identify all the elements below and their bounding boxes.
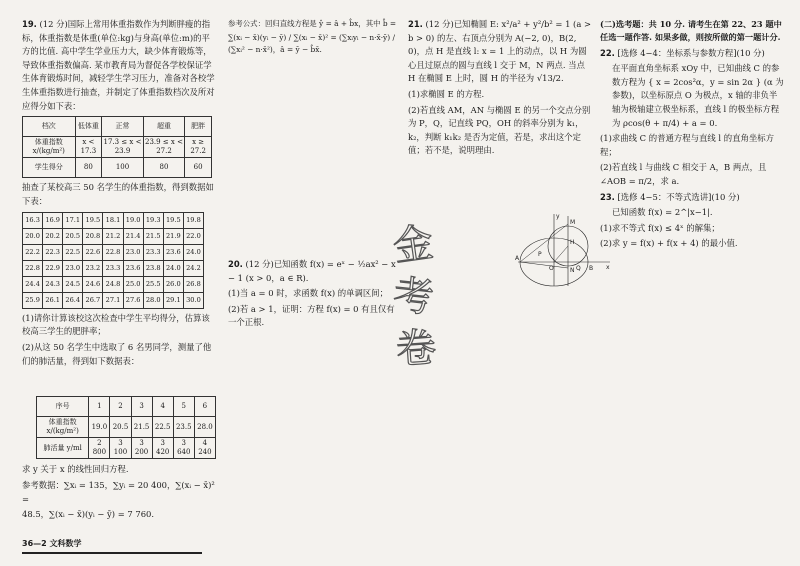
q19-ref-data-1: 参考数据：∑xᵢ = 135，∑yᵢ = 20 400，∑(xᵢ − x̄)² = bbox=[22, 479, 215, 504]
grade-table-cell: 低体重 bbox=[75, 117, 102, 137]
grade-table-cell: 档次 bbox=[23, 117, 76, 137]
grade-table-cell: 学生得分 bbox=[23, 158, 76, 178]
grade-table-cell: x < 17.3 bbox=[75, 137, 102, 158]
lung-table-cell: 4 bbox=[152, 397, 173, 417]
grade-table-cell: 80 bbox=[143, 158, 185, 178]
sample-table-cell: 24.0 bbox=[163, 260, 183, 276]
q19-regress: 求 y 关于 x 的线性回归方程. bbox=[22, 464, 129, 475]
sample-table-cell: 26.7 bbox=[83, 292, 103, 308]
q21-part2: (2)若直线 AM，AN 与椭圆 E 的另一个交点分别为 P，Q，记直线 PQ，OH 的斜率分别为 k₁，k₂，判断 k₁k₂ 是否为定值，若是，求出这个定值；若不是，说明理由. bbox=[408, 104, 591, 156]
lung-table-cell: 3 420 bbox=[152, 438, 173, 459]
watermark-char-3: 卷 bbox=[394, 324, 438, 374]
sample-table-cell: 22.8 bbox=[103, 244, 123, 260]
figure-label-b: B bbox=[589, 265, 594, 272]
sample-table-cell: 25.9 bbox=[23, 292, 43, 308]
sample-table-cell: 26.1 bbox=[43, 292, 63, 308]
sample-table-cell: 17.1 bbox=[63, 212, 83, 228]
q19-lower bbox=[22, 392, 217, 524]
lung-table-cell: 20.5 bbox=[110, 417, 131, 438]
q23-intro bbox=[600, 191, 785, 205]
grade-table-cell: x ≥ 27.2 bbox=[185, 137, 212, 158]
sample-table-cell: 19.5 bbox=[83, 212, 103, 228]
sample-table-cell: 21.2 bbox=[103, 228, 123, 244]
line-am bbox=[520, 224, 568, 262]
sample-table-cell: 20.8 bbox=[83, 228, 103, 244]
q22-intro bbox=[600, 47, 785, 61]
grade-table bbox=[22, 116, 212, 178]
sample-table-row bbox=[23, 260, 204, 276]
sample-table-cell: 24.6 bbox=[83, 276, 103, 292]
q19-number: 19. bbox=[22, 19, 37, 29]
q20-part1: (1)当 a = 0 时，求函数 f(x) 的单调区间； bbox=[228, 288, 389, 299]
sample-table-cell: 30.0 bbox=[183, 292, 203, 308]
sample-table-row bbox=[23, 228, 204, 244]
sample-table-cell: 23.3 bbox=[103, 260, 123, 276]
sample-table-cell: 23.0 bbox=[63, 260, 83, 276]
lung-table-cell: 22.5 bbox=[152, 417, 173, 438]
sample-table-cell: 23.8 bbox=[143, 260, 163, 276]
sample-table-cell: 22.9 bbox=[43, 260, 63, 276]
sample-table-cell: 19.8 bbox=[183, 212, 203, 228]
sample-table-cell: 27.6 bbox=[123, 292, 143, 308]
figure-label-h: H bbox=[570, 239, 575, 246]
figure-label-q: Q bbox=[576, 265, 581, 272]
sample-table-row bbox=[23, 276, 204, 292]
formula-line1: 参考公式：回归直线方程是 ŷ = â + b̂x，其中 b̂ = bbox=[228, 19, 397, 28]
grade-table-cell: 体重指数 x/(kg/m²) bbox=[23, 137, 76, 158]
column-4 bbox=[600, 18, 785, 253]
lung-table-cell: 6 bbox=[194, 397, 215, 417]
q19-part2: (2)从这 50 名学生中选取了 6 名男同学，测量了他们的肺活量，得到如下数据表： bbox=[22, 341, 212, 366]
lung-table-cell: 19.0 bbox=[89, 417, 110, 438]
line-an bbox=[520, 262, 568, 268]
q22-part2: (2)若直线 l 与曲线 C 相交于 A，B 两点，且 ∠AOB = π/2，求 a. bbox=[600, 162, 767, 187]
grade-table-cell: 80 bbox=[75, 158, 102, 178]
watermark-stamp bbox=[372, 218, 458, 378]
formula-line2: ∑(xᵢ − x̄)(yᵢ − ȳ) / ∑(xᵢ − x̄)² = (∑xᵢyᵢ − n·x̄·ȳ) / (∑xᵢ² − n·x̄²)，â = ȳ − b̂x̄. bbox=[228, 32, 395, 54]
sample-table-cell: 22.5 bbox=[63, 244, 83, 260]
grade-table-cell: 正常 bbox=[102, 117, 144, 137]
sample-table-cell: 24.5 bbox=[63, 276, 83, 292]
elective-heading: (二)选考题：共 10 分. 请考生在第 22、23 题中任选一题作答. 如果多做，则按所做的第一题计分. bbox=[600, 19, 782, 43]
q22-part1: (1)求曲线 C 的普通方程与直线 l 的直角坐标方程； bbox=[600, 133, 774, 157]
sample-table-cell: 23.3 bbox=[143, 244, 163, 260]
grade-table-cell: 超重 bbox=[143, 117, 185, 137]
figure-label-x: x bbox=[606, 264, 610, 271]
sample-table-cell: 24.3 bbox=[43, 276, 63, 292]
grade-table-cell: 23.9 ≤ x < 27.2 bbox=[143, 137, 185, 158]
q21-intro bbox=[408, 18, 593, 86]
sample-table-cell: 19.5 bbox=[163, 212, 183, 228]
figure-label-y: y bbox=[556, 213, 560, 220]
q20-number: 20. bbox=[228, 258, 243, 269]
sample-table-cell: 22.3 bbox=[43, 244, 63, 260]
q20-part2: (2)若 a > 1，证明：方程 f(x) = 0 有且仅有一个正根. bbox=[228, 303, 395, 328]
sample-table-cell: 16.9 bbox=[43, 212, 63, 228]
grade-table-row bbox=[23, 137, 212, 158]
sample-table-cell: 24.2 bbox=[183, 260, 203, 276]
sample-table-cell: 23.6 bbox=[123, 260, 143, 276]
grade-table-row bbox=[23, 117, 212, 137]
q19-sample-text: 抽查了某校高三 50 名学生的体重指数，得到数据如下表： bbox=[22, 182, 214, 207]
sample-table-cell: 19.0 bbox=[123, 212, 143, 228]
q23-number: 23. bbox=[600, 191, 615, 202]
sample-table-cell: 23.0 bbox=[123, 244, 143, 260]
lung-table bbox=[36, 396, 216, 459]
lung-table-cell: 23.5 bbox=[173, 417, 194, 438]
sample-table-cell: 21.5 bbox=[143, 228, 163, 244]
lung-table-cell: 1 bbox=[89, 397, 110, 417]
q22-number: 22. bbox=[600, 47, 615, 58]
sample-table-cell: 27.1 bbox=[103, 292, 123, 308]
lung-table-cell: 3 bbox=[131, 397, 152, 417]
q21-figure bbox=[514, 210, 614, 290]
line-oh bbox=[554, 246, 568, 262]
sample-table-cell: 24.8 bbox=[103, 276, 123, 292]
sample-table-cell: 26.4 bbox=[63, 292, 83, 308]
sample-table-cell: 22.6 bbox=[83, 244, 103, 260]
q23-part2: (2)求 y = f(x) + f(x + 4) 的最小值. bbox=[600, 238, 738, 249]
sample-table-cell: 26.0 bbox=[163, 276, 183, 292]
sample-table-cell: 24.4 bbox=[23, 276, 43, 292]
q23-intro-text: [选修 4−5：不等式选讲](10 分) bbox=[617, 191, 740, 202]
lung-table-cell: 28.0 bbox=[194, 417, 215, 438]
sample-table-cell: 22.8 bbox=[23, 260, 43, 276]
figure-label-p: P bbox=[538, 251, 542, 258]
q21-number: 21. bbox=[408, 19, 423, 29]
sample-table-cell: 21.9 bbox=[163, 228, 183, 244]
lung-table-cell: 21.5 bbox=[131, 417, 152, 438]
column-3 bbox=[408, 18, 593, 160]
sample-table bbox=[22, 212, 204, 309]
q19-intro bbox=[22, 18, 217, 113]
page-footer bbox=[22, 538, 202, 554]
lung-table-cell: 肺活量 y/ml bbox=[37, 438, 89, 459]
sample-table-row bbox=[23, 292, 204, 308]
sample-table-cell: 23.6 bbox=[163, 244, 183, 260]
sample-table-cell: 23.2 bbox=[83, 260, 103, 276]
figure-label-n: N bbox=[570, 267, 575, 274]
column-1 bbox=[22, 18, 217, 370]
sample-table-cell: 25.0 bbox=[123, 276, 143, 292]
sample-table-cell: 18.1 bbox=[103, 212, 123, 228]
sample-table-cell: 22.2 bbox=[23, 244, 43, 260]
sample-table-cell: 16.3 bbox=[23, 212, 43, 228]
lung-table-cell: 3 100 bbox=[110, 438, 131, 459]
lung-table-cell: 4 240 bbox=[194, 438, 215, 459]
lung-table-row bbox=[37, 438, 216, 459]
sample-table-row bbox=[23, 244, 204, 260]
watermark-char-2: 考 bbox=[391, 272, 436, 323]
lung-table-cell: 2 800 bbox=[89, 438, 110, 459]
sample-table-cell: 29.1 bbox=[163, 292, 183, 308]
q19-intro-text: (12 分)国际上常用体重指数作为判断胖瘦的指标，体重指数是体重(单位:kg)与身高(单位:m)的平方的比值. 高中学生学业压力大，缺少体育锻炼等，导致体重指数偏高. 某市教育局为督促各学校保证学生体育锻炼时间，减轻学生学习压力，准备对各校学生体重指数进行抽查，并制定了体重指数档次及所对应得分如下表： bbox=[22, 19, 215, 111]
figure-label-m: M bbox=[570, 219, 576, 226]
grade-table-cell: 100 bbox=[102, 158, 144, 178]
sample-table-cell: 20.0 bbox=[23, 228, 43, 244]
lung-table-row bbox=[37, 397, 216, 417]
lung-table-cell: 5 bbox=[173, 397, 194, 417]
q19-ref-data-2: 48.5，∑(xᵢ − x̄)(yᵢ − ȳ) = 7 760. bbox=[22, 509, 155, 520]
lung-table-cell: 3 640 bbox=[173, 438, 194, 459]
footer-page-number: 36—2 bbox=[22, 539, 47, 548]
q21-part1: (1)求椭圆 E 的方程. bbox=[408, 89, 485, 100]
sample-table-cell: 24.0 bbox=[183, 244, 203, 260]
lung-table-cell: 3 200 bbox=[131, 438, 152, 459]
sample-table-cell: 20.2 bbox=[43, 228, 63, 244]
figure-label-o: O bbox=[549, 265, 554, 272]
q23-text: 已知函数 f(x) = 2^|x−1|. bbox=[612, 207, 713, 218]
q22-intro-text: [选修 4−4：坐标系与参数方程](10 分) bbox=[617, 47, 765, 58]
footer-subject: 文科数学 bbox=[49, 539, 82, 548]
q23-part1: (1)求不等式 f(x) ≤ 4ˣ 的解集； bbox=[600, 222, 720, 233]
lung-table-cell: 序号 bbox=[37, 397, 89, 417]
sample-table-cell: 21.4 bbox=[123, 228, 143, 244]
q22-text: 在平面直角坐标系 xOy 中，已知曲线 C 的参数方程为 { x = 2cos²α，y = sin 2α } (α 为参数)，以坐标原点 O 为极点，x 轴的非负半轴为极轴建立极坐标系，直线 l 的极坐标方程为 ρcos(θ + π/4) + a = 0. bbox=[612, 63, 784, 128]
grade-table-row bbox=[23, 158, 212, 178]
lung-table-cell: 2 bbox=[110, 397, 131, 417]
sample-table-row bbox=[23, 212, 204, 228]
sample-table-cell: 26.8 bbox=[183, 276, 203, 292]
q21-intro-text: (12 分)已知椭圆 E: x²/a² + y²/b² = 1 (a > b > 0) 的左、右顶点分别为 A(−2, 0)，B(2, 0)，点 H 是直线 l: x = 1 上的动点，以 H 为圆心且过原点的圆与直线 l 交于 M，N 两点. 当点 H 在椭圆 E 上时，圆 H 的半径为 √13/2. bbox=[408, 19, 591, 84]
watermark-char-1: 金 bbox=[390, 219, 437, 271]
figure-label-a: A bbox=[515, 255, 520, 262]
grade-table-cell: 60 bbox=[185, 158, 212, 178]
lung-table-cell: 体重指数 x/(kg/m²) bbox=[37, 417, 89, 438]
sample-table-cell: 20.5 bbox=[63, 228, 83, 244]
q20-intro-text: (12 分)已知函数 f(x) = eˣ − ½ax² − x − 1 (x > 0，a ∈ R). bbox=[228, 258, 396, 283]
grade-table-cell: 肥胖 bbox=[185, 117, 212, 137]
q19-part1: (1)请你计算该校这次检查中学生平均得分，估算该校高三学生的肥胖率； bbox=[22, 312, 210, 337]
sample-table-cell: 28.0 bbox=[143, 292, 163, 308]
sample-table-cell: 19.3 bbox=[143, 212, 163, 228]
sample-table-cell: 25.5 bbox=[143, 276, 163, 292]
sample-table-cell: 22.0 bbox=[183, 228, 203, 244]
lung-table-row bbox=[37, 417, 216, 438]
grade-table-cell: 17.3 ≤ x < 23.9 bbox=[102, 137, 144, 158]
